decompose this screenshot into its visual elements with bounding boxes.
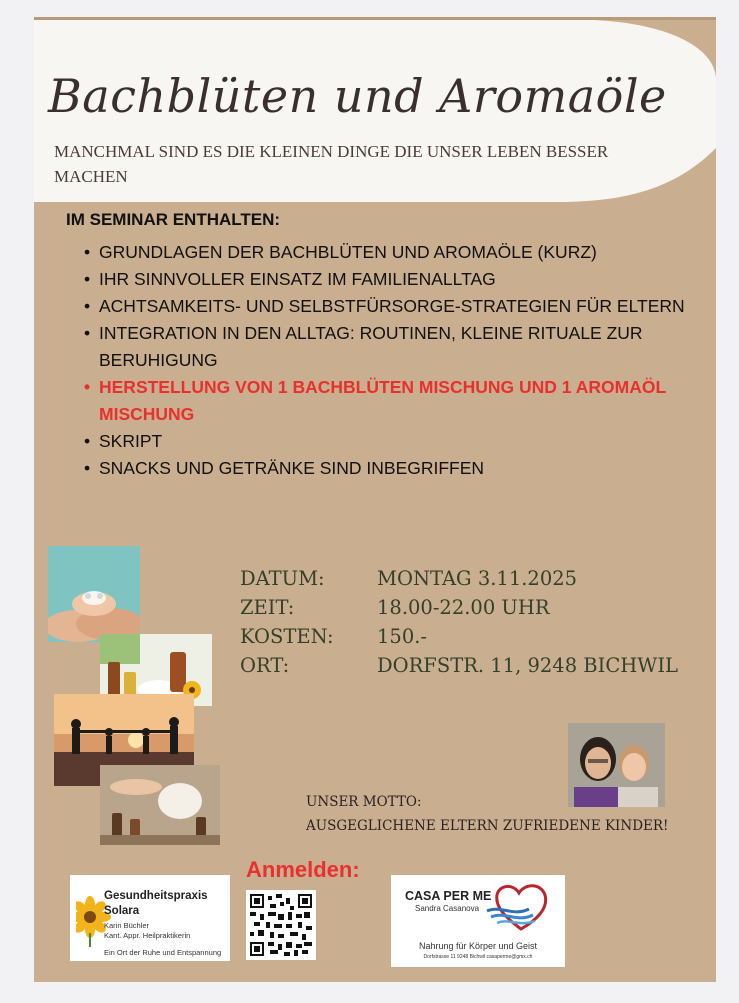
solara-person-info — [104, 921, 190, 941]
casa-tagline: Nahrung für Körper und Geist — [418, 941, 538, 951]
poster — [34, 17, 716, 982]
register-label: Anmelden: — [246, 857, 360, 882]
motto-text: AUSGEGLICHENE ELTERN ZUFRIEDENE KINDER! — [306, 818, 669, 834]
seminar-item: • ACHTSAMKEITS- UND SELBSTFÜRSORGE-STRATEGIEN FÜR ELTERN — [82, 293, 692, 320]
casa-address: Dorfstrasse 11 9248 Bichwil casaperme@gmx.ch — [423, 954, 533, 960]
solara-role: Kant. Appr. Heilpraktikerin — [104, 931, 191, 940]
casa-person: Sandra Casanova — [415, 904, 480, 913]
heart-waves-icon — [485, 881, 555, 933]
place-value: DORFSTR. 11, 9248 BICHWIL — [377, 654, 678, 677]
aroma-diffuser-photo — [100, 765, 220, 845]
motto-label: UNSER MOTTO: — [306, 794, 422, 810]
time-value: 18.00-22.00 UHR — [377, 596, 550, 619]
time-label: ZEIT: — [240, 596, 295, 619]
cost-label: KOSTEN: — [240, 625, 334, 648]
subtitle: MANCHMAL SIND ES DIE KLEINEN DINGE DIE UNSER LEBEN BESSER MACHEN — [54, 142, 609, 186]
date-value: MONTAG 3.11.2025 — [377, 567, 578, 590]
seminar-item: • SKRIPT — [82, 428, 692, 455]
qr-code[interactable] — [246, 890, 316, 960]
solara-person: Karin Büchler — [104, 921, 150, 930]
seminar-list — [82, 239, 692, 482]
page-title: Bachblüten und Aromaöle — [48, 69, 667, 123]
seminar-item: • INTEGRATION IN DEN ALLTAG: ROUTINEN, KLEINE RITUALE ZUR BERUHIGUNG — [82, 320, 692, 374]
solara-tagline: Ein Ort der Ruhe und Entspannung — [104, 948, 222, 957]
cost-value: 150.- — [377, 625, 428, 648]
logo-solara — [70, 875, 230, 961]
seminar-item: • GRUNDLAGEN DER BACHBLÜTEN UND AROMAÖLE (KURZ) — [82, 239, 692, 266]
solara-name: Gesundheitspraxis Solara — [104, 890, 208, 917]
logo-casa-per-me — [391, 875, 565, 967]
place-label: ORT: — [240, 654, 290, 677]
seminar-item-highlight: • HERSTELLUNG VON 1 BACHBLÜTEN MISCHUNG UND 1 AROMAÖL MISCHUNG — [82, 374, 692, 428]
motto — [306, 790, 668, 838]
seminar-item: • IHR SINNVOLLER EINSATZ IM FAMILIENALLTAG — [82, 266, 692, 293]
seminar-item: • SNACKS UND GETRÄNKE SIND INBEGRIFFEN — [82, 455, 692, 482]
seminar-heading: IM SEMINAR ENTHALTEN: — [66, 210, 281, 229]
date-label: DATUM: — [240, 567, 325, 590]
casa-name: CASA PER ME — [405, 889, 492, 903]
hands-photo — [48, 546, 140, 642]
qr-code-icon — [250, 894, 312, 956]
